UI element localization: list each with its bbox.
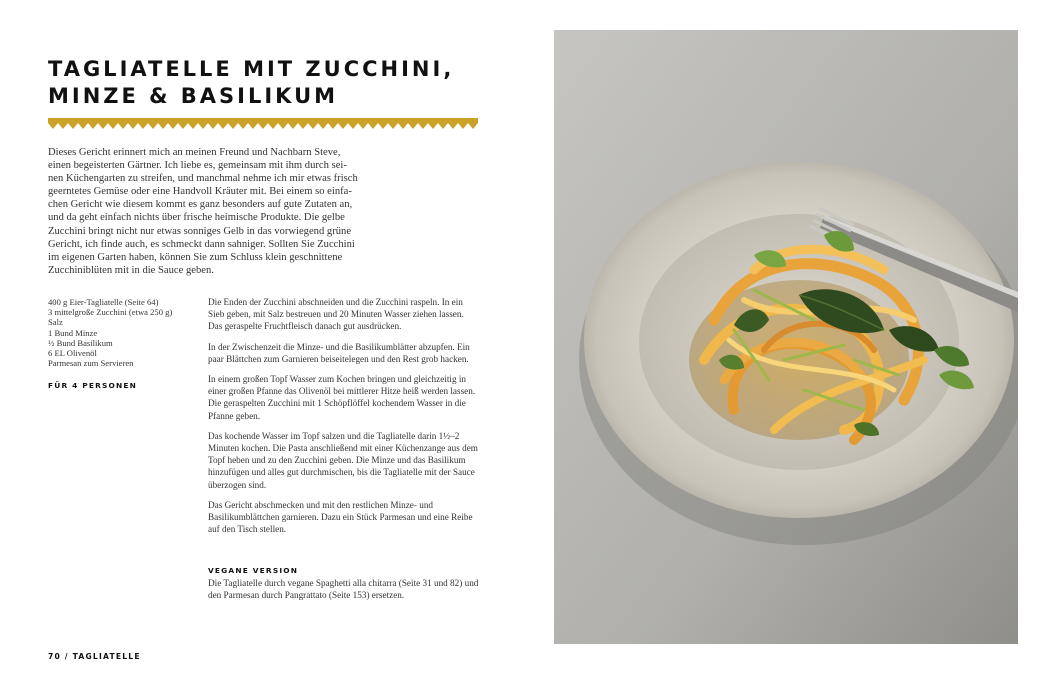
vegan-text: Die Tagliatelle durch vegane Spaghetti alla chitarra (Seite 31 und 82) und den Parmesan durch Pangrattato (Seite 153) ersetzen. [208, 578, 479, 601]
method-step: In einem großen Topf Wasser zum Kochen bringen und gleichzeitig in einer großen Pfanne das Olivenöl bei mittlerer Hitze heiß werden lassen. Die geraspelten Zucchini mit 1 Schöpflöffel kochendem Wasser in die Pfanne geben. [208, 374, 476, 421]
ingredient-item: 1 Bund Minze [48, 327, 98, 338]
intro-line: im eigenen Garten haben, können Sie zum Schluss klein geschnittene [48, 251, 343, 263]
photo-illustration [554, 30, 1018, 644]
intro-line: und da geht einfach nichts über frische heimische Produkte. Die gelbe [48, 212, 345, 224]
intro-line: Zucchini bringt nicht nur etwas sonniges Gelb in das vorwiegend grüne [48, 225, 352, 237]
intro-line: geerntetes Gemüse oder eine Handvoll Kräuter mit. Bei einem so einfa- [48, 186, 352, 198]
ingredient-item: 400 g Eier-Tagliatelle (Seite 64) [48, 297, 159, 307]
ingredients-list [48, 297, 198, 392]
pasta-plate-photo [554, 30, 1018, 644]
intro-line: chen Gericht wie diesem kommt es ganz besonders auf gute Zutaten an, [48, 199, 353, 211]
method-step: Das Gericht abschmecken und mit den restlichen Minze- und Basilikumblättchen garnieren. Dazu ein Stück Parmesan und eine Reibe auf den Tisch stellen. [208, 499, 473, 535]
ingredient-item: 3 mittelgroße Zucchini (etwa 250 g) [48, 307, 173, 318]
method-step: Das kochende Wasser im Topf salzen und die Tagliatelle darin 1½–2 Minuten kochen. Die Pasta anschließend mit einer Küchenzange aus dem Topf heben und zu den Zucchini geben. Die Minze und das Basilikum hinzufügen und alles gut durchmischen, bis die Tagliatelle mit der Sauce überzogen sind. [208, 430, 478, 490]
ingredient-item: 6 EL Olivenöl [48, 348, 97, 359]
intro-line: einen begeisterten Gärtner. Ich liebe es, gemeinsam mit ihm durch sei- [48, 160, 347, 172]
intro-line: Zucchiniblüten mit in die Sauce geben. [48, 264, 214, 276]
intro-paragraph [48, 146, 383, 277]
ingredient-item: Salz [48, 317, 63, 328]
method-steps [208, 296, 480, 543]
recipe-title [48, 56, 454, 110]
method-step: In der Zwischenzeit die Minze- und die Basilikumblätter abzupfen. Ein paar Blättchen zum Garnieren beiseitelegen und den Rest grob hacken. [208, 341, 470, 364]
intro-line: Dieses Gericht erinnert mich an meinen Freund und Nachbarn Steve, [48, 147, 341, 158]
method-step: Die Enden der Zucchini abschneiden und die Zucchini raspeln. In ein Sieb geben, mit Salz bestreuen und 20 Minuten Wasser ziehen lassen. Das geraspelte Fruchtfleisch danach gut ausdrücken. [208, 297, 464, 332]
zigzag-divider [48, 118, 478, 130]
ingredient-item: Parmesan zum Servieren [48, 358, 134, 369]
title-line-1: TAGLIATELLE MIT ZUCCHINI, [48, 57, 455, 81]
intro-line: nen Küchengarten zu streifen, und manchmal nehme ich mir etwas frisch [48, 173, 358, 185]
servings-label: FÜR 4 PERSONEN [48, 381, 138, 391]
ingredient-item: ½ Bund Basilikum [48, 337, 113, 348]
intro-line: Gericht, ich finde auch, es schmeckt dann sahniger. Sollten Sie Zucchini [48, 238, 355, 250]
vegan-heading: VEGANE VERSION [208, 566, 299, 575]
title-line-2: MINZE & BASILIKUM [48, 84, 339, 108]
page-footer: 70 / TAGLIATELLE [48, 652, 141, 661]
